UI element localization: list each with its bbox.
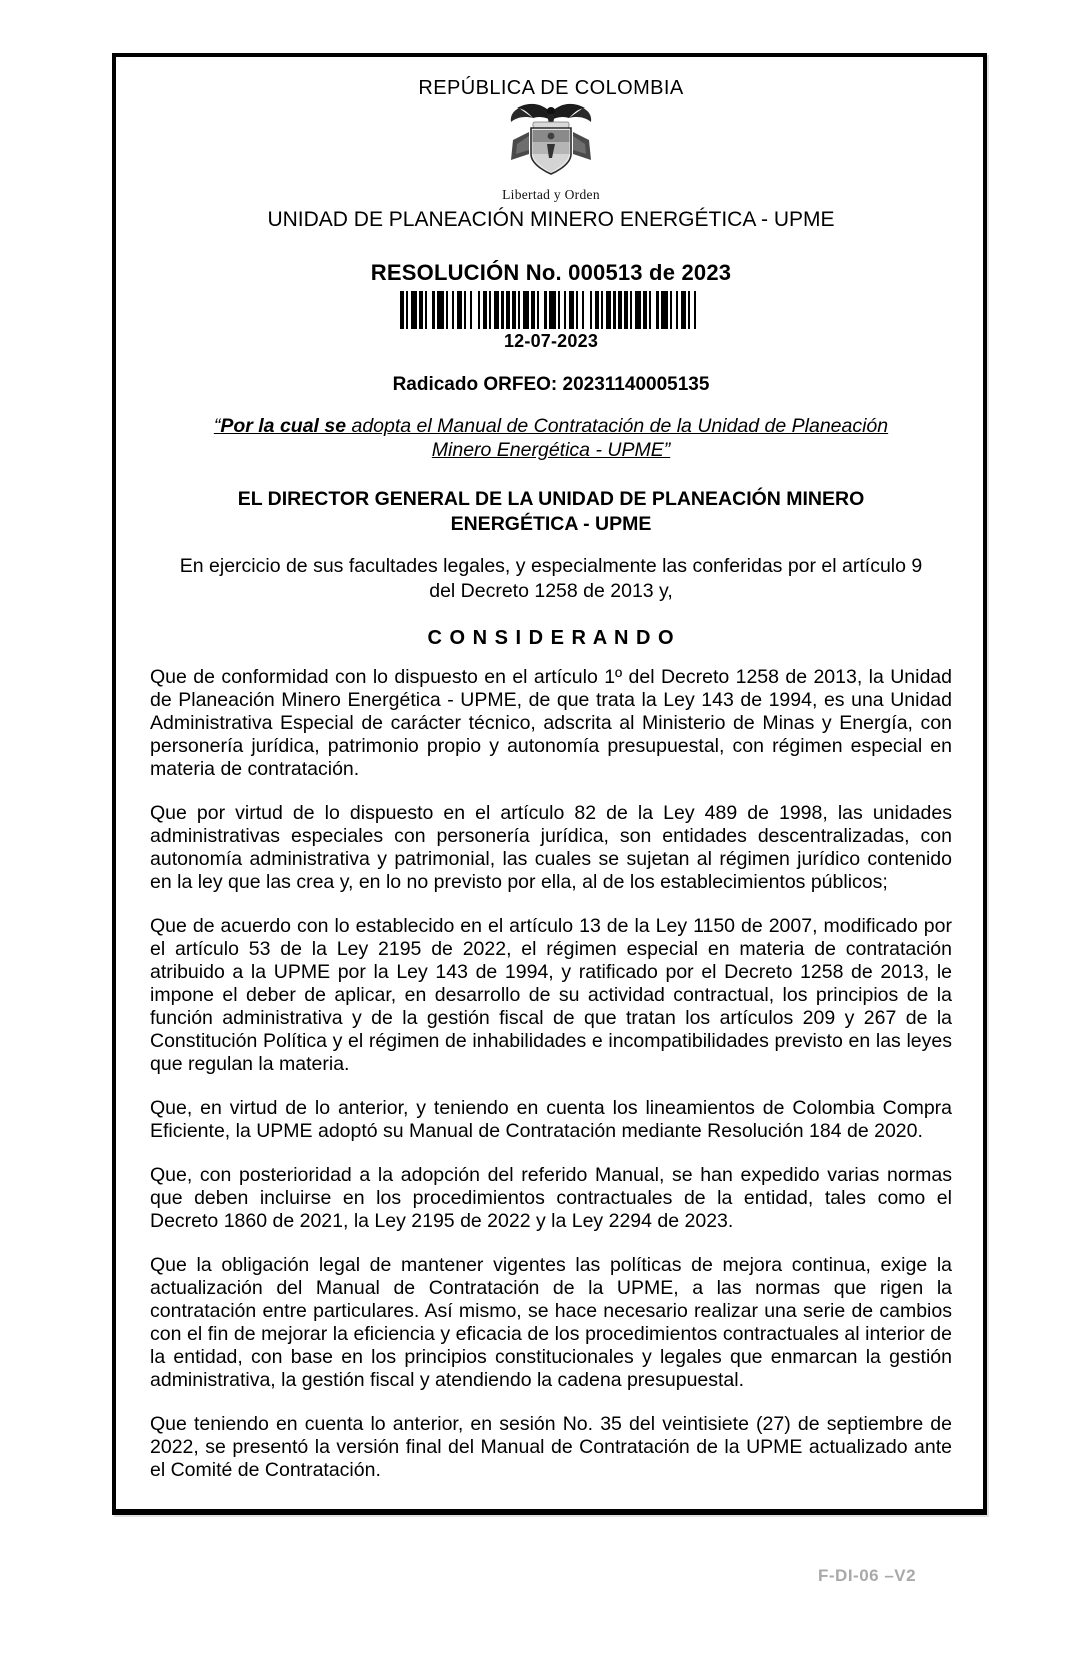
- authority-heading: EL DIRECTOR GENERAL DE LA UNIDAD DE PLANEACIÓN MINERO ENERGÉTICA - UPME: [237, 488, 865, 535]
- barcode: [400, 291, 702, 329]
- document-border-frame: [112, 53, 987, 1515]
- republic-title: REPÚBLICA DE COLOMBIA: [418, 77, 684, 99]
- considerando-paragraph-4: Que, en virtud de lo anterior, y teniendo en cuenta los lineamientos de Colombia Compra Eficiente, la UPME adoptó su Manual de Contratación mediante Resolución 184 de 2020.: [150, 1097, 952, 1142]
- entity-name: UNIDAD DE PLANEACIÓN MINERO ENERGÉTICA - UPME: [267, 208, 835, 231]
- coat-of-arms-motto: Libertad y Orden: [502, 187, 600, 202]
- resolution-title: RESOLUCIÓN No. 000513 de 2023: [370, 260, 732, 285]
- subject-open-quote: “: [213, 415, 221, 437]
- resolution-subject: [201, 414, 901, 462]
- subject-lead: Por la cual se: [220, 415, 347, 437]
- considerando-body: [150, 666, 952, 1482]
- form-code-footer: F-DI-06 –V2: [818, 1566, 917, 1585]
- considerando-paragraph-5: Que, con posterioridad a la adopción del referido Manual, se han expedido varias normas que deben incluirse en los procedimientos contractuales de la entidad, tales como el Decreto 1860 de 2021, la Ley 2195 de 2022 y la Ley 2294 de 2023.: [150, 1164, 952, 1232]
- colombia-coat-of-arms-icon: [505, 102, 597, 184]
- considering-heading: C O N S I D E R A N D O: [427, 627, 675, 649]
- subject-rest: adopta el Manual de Contratación de la Unidad de Planeación Minero Energética - UPME”: [346, 415, 889, 461]
- powers-line: En ejercicio de sus facultades legales, y especialmente las conferidas por el artículo 9 del Decreto 1258 de 2013 y,: [179, 555, 923, 602]
- considerando-paragraph-6: Que la obligación legal de mantener vigentes las políticas de mejora continua, exige la actualización del Manual de Contratación de la UPME, a las normas que rigen la contratación entre particulares. Así mismo, se hace necesario realizar una serie de cambios con el fin de mejorar la eficiencia y eficacia de los procedimientos contractuales al interior de la entidad, con base en los principios constitucionales y legales que enmarcan la gestión administrativa, la gestión fiscal y atendiendo la cadena presupuestal.: [150, 1254, 952, 1391]
- considerando-paragraph-7: Que teniendo en cuenta lo anterior, en sesión No. 35 del veintisiete (27) de septiembre de 2022, se presentó la versión final del Manual de Contratación de la UPME actualizado ante el Comité de Contratación.: [150, 1413, 952, 1481]
- considerando-paragraph-3: Que de acuerdo con lo establecido en el artículo 13 de la Ley 1150 de 2007, modificado por el artículo 53 de la Ley 2195 de 2022, el régimen especial en materia de contratación atribuido a la UPME por la Ley 143 de 1994, y ratificado por el Decreto 1258 de 2013, le impone el deber de aplicar, en desarrollo de su actividad contractual, los principios de la función administrativa y de la gestión fiscal de que tratan los artículos 209 y 267 de la Constitución Política y el régimen de inhabilidades e incompatibilidades previsto en las leyes que regulan la materia.: [150, 915, 952, 1075]
- barcode-date: 12-07-2023: [503, 331, 599, 351]
- considerando-paragraph-2: Que por virtud de lo dispuesto en el artículo 82 de la Ley 489 de 1998, las unidades administrativas especiales con personería jurídica, son entidades descentralizadas, con autonomía administrativa y patrimonial, las cuales se sujetan al régimen jurídico contenido en la ley que las crea y, en lo no previsto por ella, al de los establecimientos públicos;: [150, 802, 952, 893]
- radicado-line: Radicado ORFEO: 20231140005135: [392, 374, 710, 395]
- considerando-paragraph-1: Que de conformidad con lo dispuesto en el artículo 1º del Decreto 1258 de 2013, la Unidad de Planeación Minero Energética - UPME, de que trata la Ley 143 de 1994, es una Unidad Administrativa Especial de carácter técnico, adscrita al Ministerio de Minas y Energía, con personería jurídica, patrimonio propio y autonomía presupuestal, con régimen especial en materia de contratación.: [150, 666, 952, 780]
- document-content: [116, 57, 983, 1482]
